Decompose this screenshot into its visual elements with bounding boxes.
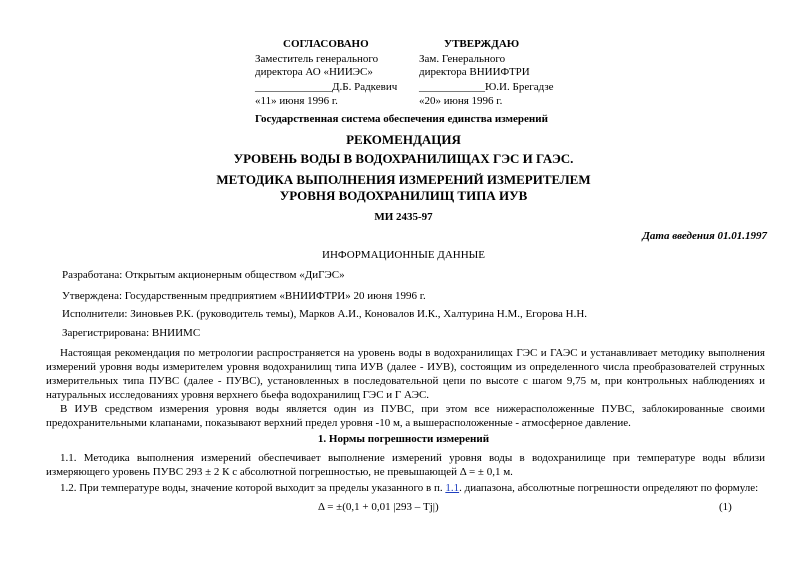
- title-line3: УРОВНЯ ВОДОХРАНИЛИЩ ТИПА ИУВ: [279, 188, 528, 203]
- paragraph-iuv: В ИУВ средством измерения уровня воды является один из ПУВС, при этом все нижерасположенные ПУВС, заблокированные своими предохранительными клапанами, показывают верхний предел уровня -10 м, а вышерасположенные - атмосферное давление.: [46, 403, 765, 429]
- info-approved: Утверждена: Государственным предприятием «ВНИИФТРИ» 20 июня 1996 г.: [62, 290, 426, 302]
- confirmed-signature: ____________Ю.И. Брегадзе: [419, 81, 554, 93]
- doc-type: РЕКОМЕНДАЦИЯ: [346, 132, 461, 147]
- clause-1-2: [46, 481, 765, 495]
- clause-1-1-link[interactable]: 1.1: [445, 482, 460, 494]
- confirmed-line1: Зам. Генерального: [419, 53, 506, 65]
- clause-1-1: 1.1. Методика выполнения измерений обеспечивает выполнение измерений уровня воды в водохранилище при температуре воды вблизи измеряющего уровень ПУВС 293 ± 2 К с абсолютной погрешностью, не превышающей Δ = ± 0,1 м.: [46, 452, 765, 478]
- info-heading: ИНФОРМАЦИОННЫЕ ДАННЫЕ: [322, 249, 485, 261]
- info-developed: Разработана: Открытым акционерным обществом «ДиГЭС»: [62, 269, 345, 281]
- info-performers: Исполнители: Зиновьев Р.К. (руководитель темы), Марков А.И., Коновалов И.К., Халтурина Н.М., Егорова Н.Н.: [62, 308, 588, 320]
- title-line1: УРОВЕНЬ ВОДЫ В ВОДОХРАНИЛИЩАХ ГЭС И ГАЭС.: [233, 151, 574, 166]
- confirmed-line2: директора ВНИИФТРИ: [419, 66, 530, 78]
- clause-1-2-text: 1.2. При температуре воды, значение которой выходит за пределы указанного в п.: [60, 482, 446, 494]
- confirmed-date: «20» июня 1996 г.: [419, 95, 503, 107]
- approved-signature: ______________Д.Б. Радкевич: [255, 81, 398, 93]
- approved-line2: директора АО «НИИЭС»: [255, 66, 373, 78]
- info-registered: Зарегистрирована: ВНИИМС: [62, 327, 201, 339]
- formula: Δ = ±(0,1 + 0,01 |293 – Tj|): [318, 501, 439, 513]
- clause-1-2-text-end: . диапазона, абсолютные погрешности определяют по формуле:: [459, 482, 759, 494]
- section1-title: 1. Нормы погрешности измерений: [317, 433, 490, 445]
- formula-number: (1): [719, 501, 732, 513]
- approved-date: «11» июня 1996 г.: [255, 95, 338, 107]
- paragraph-scope: Настоящая рекомендация по метрологии распространяется на уровень воды в водохранилищах ГЭС и ГАЭС и устанавливает методику выполнения измерений уровня воды измерителем уровня водохранилищ типа ИУВ (далее - ИУВ), состоящим из определенного числа преобразователей струнных измерительных типа ПУВС (далее - ПУВС), установленных в последовательной цепи по высоте с шагом 9,75 м, при контрольных наблюдениях и натуральных исследованиях уровня верхнего бьефа водохранилищ ГЭС и Г АЭС.: [46, 347, 765, 401]
- approved-heading: СОГЛАСОВАНО: [283, 38, 369, 50]
- title-line2: МЕТОДИКА ВЫПОЛНЕНИЯ ИЗМЕРЕНИЙ ИЗМЕРИТЕЛЕМ: [216, 172, 591, 187]
- confirmed-heading: УТВЕРЖДАЮ: [444, 38, 520, 50]
- approved-line1: Заместитель генерального: [255, 53, 379, 65]
- system-title: Государственная система обеспечения единства измерений: [255, 113, 548, 125]
- doc-code: МИ 2435-97: [374, 211, 433, 223]
- intro-date: Дата введения 01.01.1997: [642, 230, 767, 242]
